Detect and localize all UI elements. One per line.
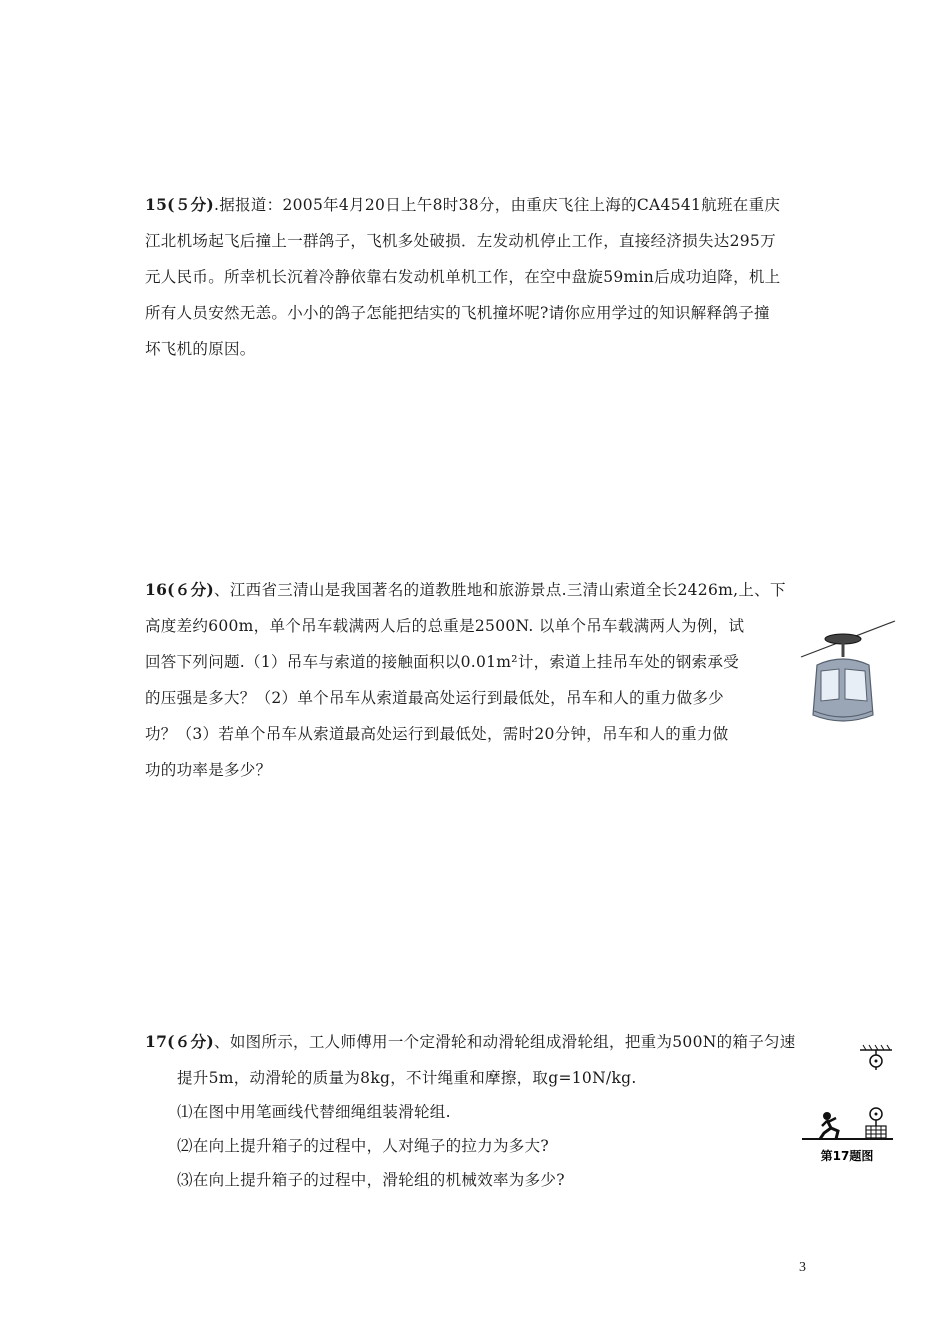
q15-line-2: 江北机场起飞后撞上一群鸽子，飞机多处破损．左发动机停止工作，直接经济损失达295万: [145, 232, 776, 250]
q15-line-5: 坏飞机的原因。: [145, 340, 256, 358]
figure-caption: 第17题图: [820, 1149, 874, 1163]
q16-line-4: 的压强是多大？（2）单个吊车从索道最高处运行到最低处，吊车和人的重力做多少: [145, 689, 724, 707]
q16-line-5: 功？（3）若单个吊车从索道最高处运行到最低处，需时20分钟，吊车和人的重力做: [145, 725, 729, 743]
page-number: 3: [799, 1260, 806, 1275]
q17-line-2: 提升5m，动滑轮的质量为8kg，不计绳重和摩擦，取g=10N/kg.: [177, 1069, 637, 1087]
q15-number: 15(５分): [145, 195, 215, 214]
q16-line-6: 功的功率是多少？: [145, 761, 272, 779]
q16-number: 16(６分): [145, 580, 215, 599]
q16-line-2: 高度差约600m，单个吊车载满两人后的总重是2500N. 以单个吊车载满两人为例，试: [145, 617, 745, 635]
q17-line-1: 17(６分)、如图所示，工人师傅用一个定滑轮和动滑轮组成滑轮组，把重为500N的箱子匀速: [145, 1032, 796, 1051]
cable-car-figure: [795, 615, 905, 735]
q17-line-5: ⑶在向上提升箱子的过程中，滑轮组的机械效率为多少?: [177, 1171, 565, 1189]
q15-line-4: 所有人员安然无恙。小小的鸽子怎能把结实的飞机撞坏呢?请你应用学过的知识解释鸽子撞: [145, 304, 770, 322]
q17-line-3: ⑴在图中用笔画线代替细绳组装滑轮组.: [177, 1103, 451, 1121]
q15-line-1: 15(５分).据报道：2005年4月20日上午8时38分，由重庆飞往上海的CA4541航班在重庆: [145, 195, 781, 214]
q16-line-3: 回答下列问题.（1）吊车与索道的接触面积以0.01m²计，索道上挂吊车处的钢索承受: [145, 653, 740, 671]
q17-line-4: ⑵在向上提升箱子的过程中，人对绳子的拉力为多大?: [177, 1137, 550, 1155]
q16-line-1: 16(６分)、江西省三清山是我国著名的道教胜地和旅游景点.三清山索道全长2426m,上、下: [145, 580, 786, 599]
q15-line-3: 元人民币。所幸机长沉着冷静依靠右发动机单机工作，在空中盘旋59min后成功迫降，机上: [145, 268, 781, 286]
q17-number: 17(６分): [145, 1032, 215, 1051]
pulley-figure: [800, 1042, 895, 1167]
